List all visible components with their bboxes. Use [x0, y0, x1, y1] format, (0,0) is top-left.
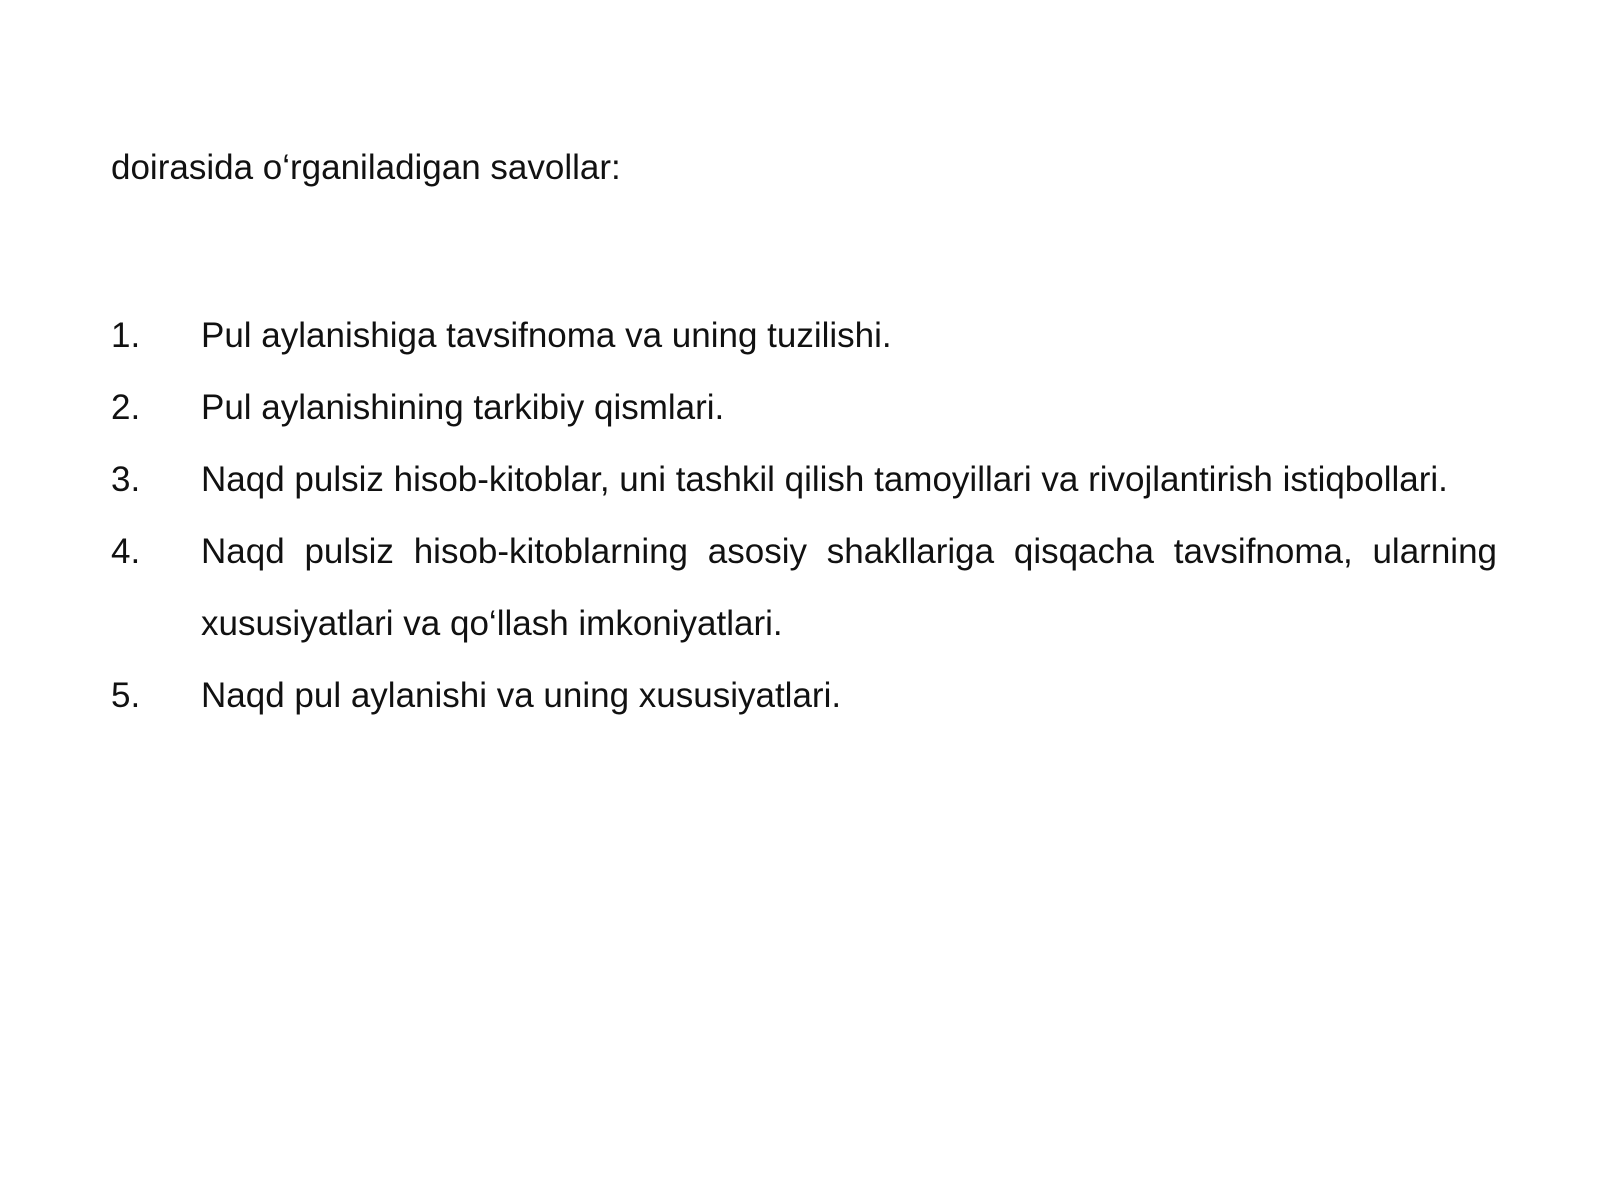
list-item: [111, 444, 1497, 516]
list-item-number: 1.: [111, 316, 141, 355]
list-item-number: 4.: [111, 532, 141, 571]
list-item-text: Naqd pul aylanishi va uning xususiyatlari.: [201, 676, 842, 715]
list-item: [111, 372, 1497, 444]
list-item-number: 3.: [111, 460, 141, 499]
list-item-number: 2.: [111, 388, 141, 427]
list-item-text: Pul aylanishiga tavsifnoma va uning tuzilishi.: [201, 316, 892, 355]
questions-list: [111, 300, 1497, 732]
list-item-text: Naqd pulsiz hisob-kitoblarning asosiy shakllariga qisqacha tavsifnoma, ularning xususiyatlari va qo‘llash imkoniyatlari.: [201, 532, 1497, 643]
list-item-number: 5.: [111, 676, 141, 715]
list-item-text: Naqd pulsiz hisob-kitoblar, uni tashkil qilish tamoyillari va rivojlantirish istiqbollari.: [201, 460, 1448, 499]
list-item-text: Pul aylanishining tarkibiy qismlari.: [201, 388, 725, 427]
list-item: [111, 300, 1497, 372]
list-item: [111, 660, 1497, 732]
list-item: [111, 516, 1497, 660]
intro-text: doirasida o‘rganiladigan savollar:: [111, 148, 621, 187]
